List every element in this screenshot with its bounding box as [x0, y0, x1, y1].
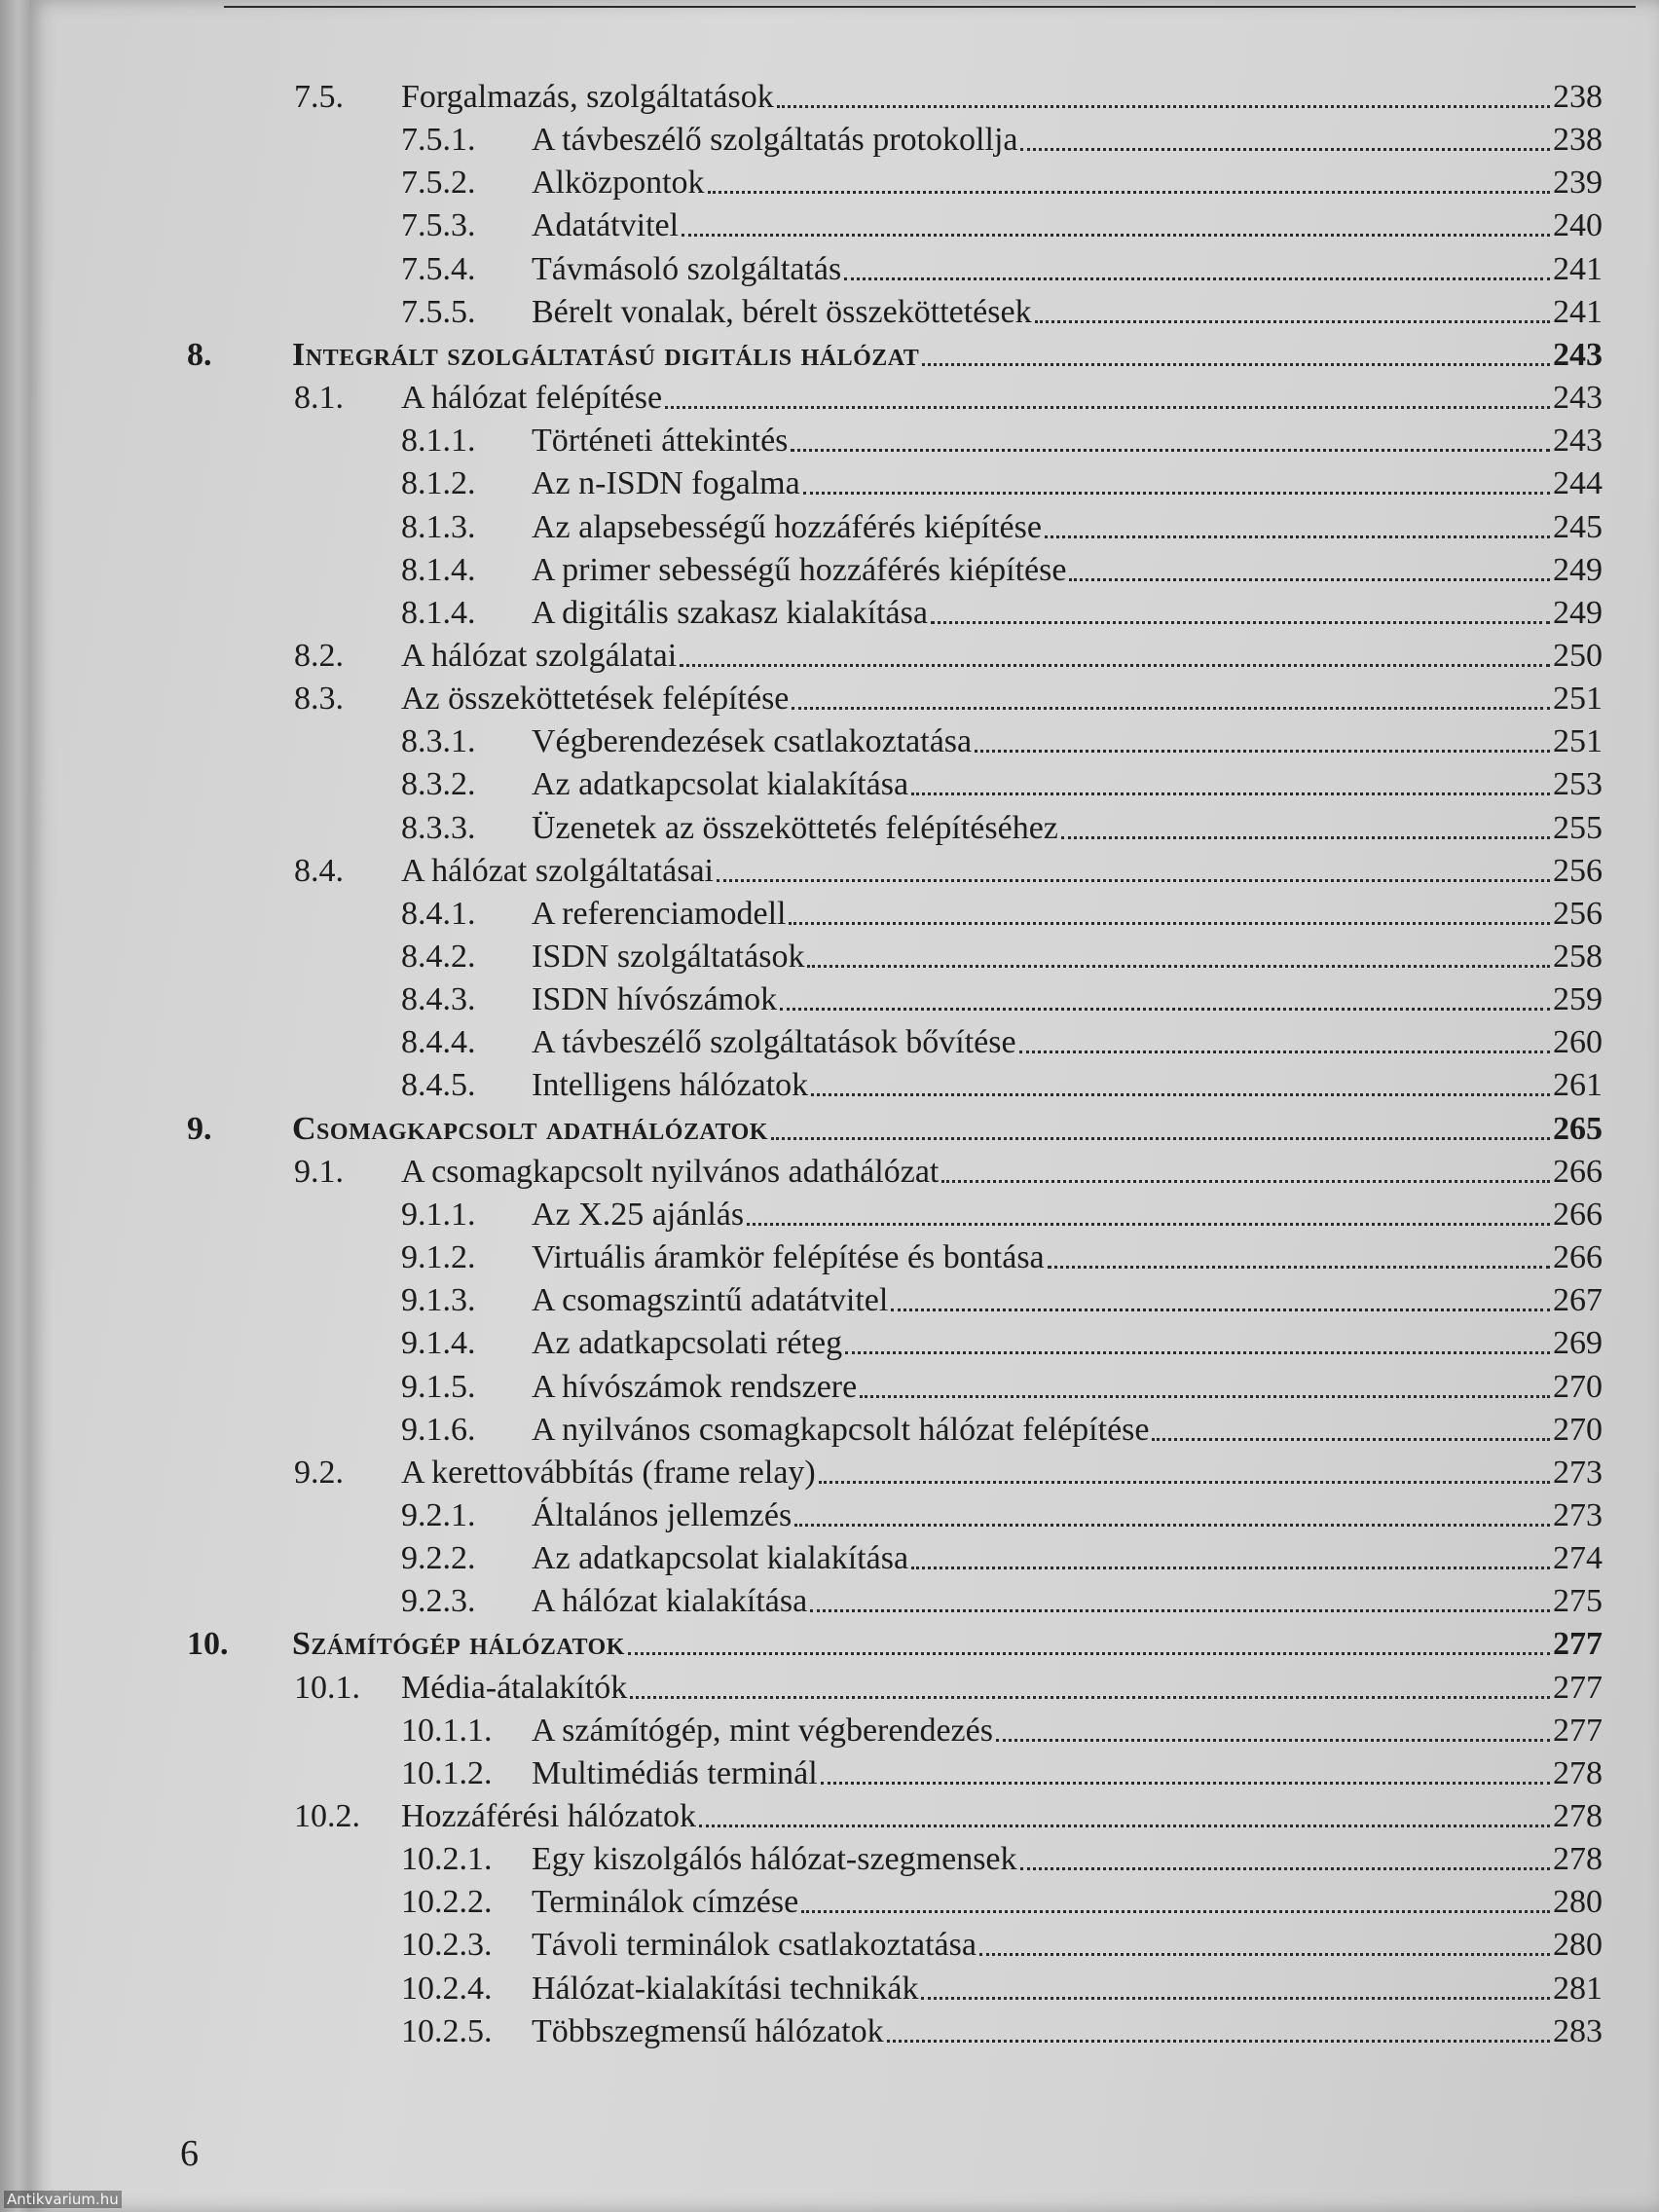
toc-entry-number: 10.1.1.	[401, 1712, 493, 1749]
toc-subsection	[0, 1710, 1659, 1752]
dot-leader	[780, 1007, 1550, 1011]
toc-entry-title: Hozzáférési hálózatok	[401, 1798, 696, 1834]
toc-entry-line	[532, 1580, 1603, 1623]
toc-entry-page: 251	[1553, 681, 1603, 718]
toc-entry-number: 9.1.5.	[401, 1368, 476, 1405]
toc-entry-number: 10.2.4.	[401, 1970, 493, 2007]
toc-subsection	[0, 936, 1659, 978]
toc-entry-number: 8.	[187, 336, 212, 373]
toc-entry-number: 9.2.1.	[401, 1496, 476, 1533]
toc-entry-page: 240	[1553, 207, 1603, 244]
toc-entry-line	[532, 592, 1603, 635]
toc-entry-page: 266	[1553, 1153, 1603, 1190]
toc-entry-line	[401, 678, 1603, 720]
toc-entry-page: 260	[1553, 1024, 1603, 1061]
toc-entry-line	[292, 1108, 1603, 1151]
dot-leader	[1020, 147, 1550, 151]
dot-leader	[665, 405, 1550, 409]
toc-entry-line	[401, 1151, 1603, 1194]
toc-entry-page: 277	[1553, 1626, 1603, 1663]
dot-leader	[699, 1824, 1550, 1827]
toc-entry-line	[532, 1021, 1603, 1064]
dot-leader	[996, 1738, 1550, 1742]
toc-entry-line	[292, 334, 1603, 377]
toc-entry-title: Az adatkapcsolat kialakítása	[532, 766, 909, 803]
toc-entry-number: 10.1.2.	[401, 1754, 493, 1791]
toc-entry-line	[401, 377, 1603, 420]
toc-entry-page: 250	[1553, 637, 1603, 674]
toc-entry-page: 239	[1553, 165, 1603, 202]
toc-entry-line	[532, 506, 1603, 549]
toc-entry-page: 280	[1553, 1884, 1603, 1921]
dot-leader	[794, 1523, 1550, 1527]
toc-entry-title: Virtuális áramkör felépítése és bontása	[532, 1239, 1045, 1276]
toc-entry-page: 253	[1553, 766, 1603, 803]
toc-subsection	[0, 119, 1659, 162]
dot-leader	[860, 1394, 1550, 1398]
toc-entry-page: 241	[1553, 293, 1603, 330]
toc-entry-title: Az adatkapcsolati réteg	[532, 1325, 843, 1362]
dot-leader	[791, 448, 1550, 452]
toc-entry-line	[532, 1881, 1603, 1924]
toc-entry-title: Forgalmazás, szolgáltatások	[401, 79, 774, 115]
toc-entry-line	[532, 807, 1603, 850]
dot-leader	[931, 620, 1550, 624]
toc-entry-title: Média-átalakítók	[401, 1669, 628, 1706]
toc-entry-page: 270	[1553, 1368, 1603, 1405]
toc-entry-line	[532, 1968, 1603, 2010]
toc-entry-title: A távbeszélő szolgáltatások bővítése	[532, 1024, 1016, 1061]
toc-entry-page: 275	[1553, 1583, 1603, 1620]
dot-leader	[708, 190, 1550, 194]
toc-entry-number: 8.1.3.	[401, 508, 476, 545]
toc-entry-title: A nyilvános csomagkapcsolt hálózat felépítése	[532, 1411, 1150, 1448]
toc-section	[0, 76, 1659, 119]
toc-entry-title: Történeti áttekintés	[532, 423, 789, 460]
toc-entry-title: A hívószámok rendszere	[532, 1368, 858, 1405]
toc-entry-title: A digitális szakasz kialakítása	[532, 594, 928, 631]
toc-entry-number: 8.1.2.	[401, 465, 476, 502]
toc-entry-page: 256	[1553, 895, 1603, 932]
toc-entry-title: A hálózat szolgáltatásai	[401, 852, 714, 889]
dot-leader	[911, 792, 1550, 795]
toc-subsection	[0, 1537, 1659, 1580]
toc-entry-line	[532, 204, 1603, 247]
dot-leader	[803, 491, 1550, 495]
toc-entry-line	[532, 1279, 1603, 1322]
toc-entry-line	[532, 119, 1603, 162]
toc-entry-page: 244	[1553, 465, 1603, 502]
toc-section	[0, 1452, 1659, 1494]
dot-leader	[975, 749, 1550, 753]
toc-entry-page: 258	[1553, 939, 1603, 975]
toc-entry-page: 267	[1553, 1282, 1603, 1319]
toc-entry-line	[401, 1452, 1603, 1494]
toc-entry-title: A referenciamodell	[532, 895, 787, 932]
toc-entry-page: 266	[1553, 1239, 1603, 1276]
dot-leader	[792, 706, 1550, 710]
toc-entry-title: Hálózat-kialakítási technikák	[532, 1970, 919, 2007]
toc-section	[0, 377, 1659, 420]
toc-entry-line	[532, 893, 1603, 936]
toc-entry-title: Az összeköttetések felépítése	[401, 681, 790, 718]
dot-leader	[887, 2039, 1550, 2043]
dot-leader	[771, 1136, 1550, 1140]
toc-entry-title: Az adatkapcsolat kialakítása	[532, 1540, 909, 1577]
toc-entry-number: 7.5.	[294, 79, 344, 115]
toc-entry-page: 243	[1553, 423, 1603, 460]
toc-entry-line	[532, 1494, 1603, 1537]
toc-entry-line	[532, 1752, 1603, 1795]
toc-entry-number: 8.4.	[294, 852, 344, 889]
toc-entry-page: 273	[1553, 1454, 1603, 1491]
toc-entry-line	[532, 936, 1603, 978]
toc-entry-page: 278	[1553, 1841, 1603, 1878]
toc-subsection	[0, 1236, 1659, 1279]
toc-entry-title: Távmásoló szolgáltatás	[532, 250, 842, 287]
toc-entry-page: 259	[1553, 981, 1603, 1018]
toc-entry-number: 10.2.2.	[401, 1884, 493, 1921]
dot-leader	[891, 1308, 1550, 1311]
toc-subsection	[0, 1322, 1659, 1365]
toc-entry-page: 241	[1553, 250, 1603, 287]
toc-subsection	[0, 1194, 1659, 1236]
toc-entry-number: 8.3.2.	[401, 766, 476, 803]
toc-entry-line	[401, 1795, 1603, 1838]
dot-leader	[1152, 1437, 1550, 1441]
toc-entry-number: 9.2.	[294, 1454, 344, 1491]
toc-entry-page: 270	[1553, 1411, 1603, 1448]
toc-subsection	[0, 204, 1659, 247]
toc-entry-page: 238	[1553, 79, 1603, 115]
toc-entry-number: 9.2.2.	[401, 1540, 476, 1577]
toc-entry-number: 10.2.	[294, 1798, 360, 1834]
dot-leader	[682, 233, 1550, 237]
toc-entry-number: 7.5.4.	[401, 250, 476, 287]
watermark: Antikvarium.hu	[4, 2191, 122, 2208]
toc-subsection	[0, 2010, 1659, 2053]
toc-entry-page: 277	[1553, 1669, 1603, 1706]
dot-leader	[807, 964, 1550, 968]
toc-entry-title: A kerettovábbítás (frame relay)	[401, 1454, 816, 1491]
dot-leader	[680, 663, 1550, 667]
toc-entry-page: 280	[1553, 1927, 1603, 1964]
toc-entry-line	[401, 850, 1603, 893]
toc-entry-line	[532, 1064, 1603, 1107]
toc-entry-page: 278	[1553, 1798, 1603, 1834]
toc-subsection	[0, 1494, 1659, 1537]
toc-entry-number: 7.5.2.	[401, 165, 476, 202]
toc-entry-title: Adatátvitel	[532, 207, 680, 244]
toc-entry-title: A hálózat kialakítása	[532, 1583, 808, 1620]
toc-entry-number: 10.1.	[294, 1669, 360, 1706]
toc-entry-number: 10.2.5.	[401, 2012, 493, 2049]
toc-entry-line	[532, 1924, 1603, 1967]
toc-subsection	[0, 1968, 1659, 2010]
toc-subsection	[0, 1881, 1659, 1924]
toc-entry-number: 7.5.5.	[401, 293, 476, 330]
toc-subsection	[0, 720, 1659, 763]
toc-entry-line	[532, 720, 1603, 763]
toc-entry-line	[532, 420, 1603, 462]
dot-leader	[1061, 835, 1550, 839]
toc-entry-page: 269	[1553, 1325, 1603, 1362]
toc-entry-line	[532, 1838, 1603, 1881]
toc-section	[0, 850, 1659, 893]
toc-entry-title: Alközpontok	[532, 165, 705, 202]
toc-entry-number: 8.1.4.	[401, 551, 476, 588]
toc-entry-number: 8.4.5.	[401, 1067, 476, 1104]
toc-entry-title: Általános jellemzés	[532, 1496, 793, 1533]
toc-section	[0, 1795, 1659, 1838]
toc-entry-line	[532, 1710, 1603, 1752]
toc-subsection	[0, 1064, 1659, 1107]
toc-entry-number: 8.4.3.	[401, 981, 476, 1018]
toc-entry-number: 8.1.1.	[401, 423, 476, 460]
toc-subsection	[0, 462, 1659, 505]
dot-leader	[1069, 577, 1550, 581]
toc-entry-title: Terminálok címzése	[532, 1884, 799, 1921]
toc-entry-title: Üzenetek az összeköttetés felépítéséhez	[532, 809, 1058, 846]
dot-leader	[630, 1695, 1550, 1699]
toc-entry-number: 9.1.1.	[401, 1196, 476, 1233]
dot-leader	[1045, 535, 1550, 538]
toc-entry-line	[532, 1194, 1603, 1236]
dot-leader	[979, 1952, 1550, 1956]
dot-leader	[628, 1651, 1550, 1655]
toc-entry-page: 243	[1553, 336, 1603, 373]
toc-section	[0, 1151, 1659, 1194]
toc-subsection	[0, 248, 1659, 291]
toc-entry-title: Többszegmensű hálózatok	[532, 2012, 884, 2049]
dot-leader	[819, 1480, 1550, 1484]
toc-section	[0, 635, 1659, 678]
toc-entry-title: A hálózat szolgálatai	[401, 637, 678, 674]
dot-leader	[911, 1566, 1550, 1569]
toc-entry-title: Az X.25 ajánlás	[532, 1196, 745, 1233]
toc-entry-line	[401, 76, 1603, 119]
toc-entry-number: 8.1.	[294, 380, 344, 417]
toc-entry-number: 8.4.2.	[401, 939, 476, 975]
toc-subsection	[0, 978, 1659, 1021]
toc-chapter	[0, 334, 1659, 377]
toc-entry-number: 7.5.3.	[401, 207, 476, 244]
toc-entry-title: Számítógép hálózatok	[292, 1626, 625, 1663]
toc-entry-page: 265	[1553, 1110, 1603, 1147]
dot-leader	[921, 1996, 1550, 2000]
toc-entry-page: 256	[1553, 852, 1603, 889]
toc-entry-line	[532, 462, 1603, 505]
toc-entry-page: 283	[1553, 2012, 1603, 2049]
toc-entry-line	[532, 248, 1603, 291]
toc-entry-number: 8.3.1.	[401, 723, 476, 760]
toc-entry-number: 8.4.1.	[401, 895, 476, 932]
toc-entry-number: 9.1.6.	[401, 1411, 476, 1448]
dot-leader	[747, 1222, 1550, 1226]
toc-section	[0, 1667, 1659, 1710]
toc-subsection	[0, 1924, 1659, 1967]
toc-entry-number: 9.1.	[294, 1153, 344, 1190]
toc-entry-title: Az alapsebességű hozzáférés kiépítése	[532, 508, 1042, 545]
toc-entry-number: 9.	[187, 1110, 212, 1147]
toc-entry-page: 249	[1553, 551, 1603, 588]
toc-entry-line	[532, 1236, 1603, 1279]
toc-section	[0, 678, 1659, 720]
toc-entry-number: 10.2.1.	[401, 1841, 493, 1878]
dot-leader	[941, 1179, 1550, 1183]
toc-entry-line	[532, 1322, 1603, 1365]
toc-entry-line	[532, 1537, 1603, 1580]
toc-subsection	[0, 592, 1659, 635]
toc-subsection	[0, 1580, 1659, 1623]
toc-entry-page: 249	[1553, 594, 1603, 631]
toc-entry-line	[532, 978, 1603, 1021]
toc-entry-number: 10.	[187, 1626, 229, 1663]
toc-entry-title: Távoli terminálok csatlakoztatása	[532, 1927, 977, 1964]
toc-entry-page: 238	[1553, 122, 1603, 159]
toc-entry-title: Egy kiszolgálós hálózat-szegmensek	[532, 1841, 1017, 1878]
toc-entry-number: 9.1.4.	[401, 1325, 476, 1362]
toc-entry-page: 245	[1553, 508, 1603, 545]
toc-subsection	[0, 1752, 1659, 1795]
toc-entry-page: 261	[1553, 1067, 1603, 1104]
toc-entry-title: Intelligens hálózatok	[532, 1067, 809, 1104]
toc-entry-page: 243	[1553, 380, 1603, 417]
dot-leader	[801, 1909, 1550, 1913]
dot-leader	[1019, 1050, 1550, 1053]
toc-entry-line	[532, 162, 1603, 204]
toc-entry-line	[292, 1623, 1603, 1666]
toc-entry-line	[532, 1366, 1603, 1409]
toc-entry-page: 255	[1553, 809, 1603, 846]
toc-entry-page: 251	[1553, 723, 1603, 760]
dot-leader	[811, 1092, 1550, 1096]
toc-subsection	[0, 1021, 1659, 1064]
toc-subsection	[0, 420, 1659, 462]
dot-leader	[1035, 319, 1550, 323]
toc-entry-page: 266	[1553, 1196, 1603, 1233]
toc-entry-page: 277	[1553, 1712, 1603, 1749]
dot-leader	[717, 878, 1550, 882]
toc-entry-page: 273	[1553, 1496, 1603, 1533]
toc-entry-line	[532, 1409, 1603, 1452]
toc-entry-title: Integrált szolgáltatású digitális hálózat	[292, 336, 920, 373]
toc-entry-title: A primer sebességű hozzáférés kiépítése	[532, 551, 1067, 588]
toc-entry-number: 8.3.3.	[401, 809, 476, 846]
toc-entry-title: Az n-ISDN fogalma	[532, 465, 800, 502]
toc-entry-page: 278	[1553, 1754, 1603, 1791]
toc-subsection	[0, 1279, 1659, 1322]
toc-entry-number: 8.1.4.	[401, 594, 476, 631]
toc-entry-page: 274	[1553, 1540, 1603, 1577]
toc-entry-title: Bérelt vonalak, bérelt összeköttetések	[532, 293, 1032, 330]
toc-subsection	[0, 506, 1659, 549]
dot-leader	[845, 1350, 1550, 1354]
dot-leader	[1048, 1265, 1550, 1269]
dot-leader	[922, 362, 1550, 366]
toc-entry-title: ISDN szolgáltatások	[532, 939, 805, 975]
toc-entry-number: 8.4.4.	[401, 1024, 476, 1061]
toc-entry-page: 281	[1553, 1970, 1603, 2007]
toc-chapter	[0, 1623, 1659, 1666]
dot-leader	[777, 104, 1550, 108]
toc-entry-title: A távbeszélő szolgáltatás protokollja	[532, 122, 1018, 159]
toc-subsection	[0, 763, 1659, 806]
toc-entry-line	[532, 763, 1603, 806]
toc-entry-title: ISDN hívószámok	[532, 981, 778, 1018]
toc-entry-number: 8.3.	[294, 681, 344, 718]
dot-leader	[789, 921, 1550, 925]
toc-subsection	[0, 291, 1659, 334]
toc-entry-number: 7.5.1.	[401, 122, 476, 159]
toc-entry-line	[401, 635, 1603, 678]
header-rule	[224, 6, 1636, 8]
toc-subsection	[0, 1366, 1659, 1409]
toc-entry-title: A csomagkapcsolt nyilvános adathálózat	[401, 1153, 940, 1190]
dot-leader	[821, 1781, 1550, 1785]
toc-chapter	[0, 1108, 1659, 1151]
toc-entry-line	[401, 1667, 1603, 1710]
toc-entry-number: 9.1.3.	[401, 1282, 476, 1319]
dot-leader	[844, 276, 1550, 280]
toc-entry-line	[532, 549, 1603, 592]
page-number: 6	[180, 2133, 199, 2174]
toc-entry-number: 9.1.2.	[401, 1239, 476, 1276]
toc-subsection	[0, 1838, 1659, 1881]
dot-leader	[810, 1608, 1550, 1612]
toc-entry-title: Végberendezések csatlakoztatása	[532, 723, 973, 760]
toc-entry-number: 9.2.3.	[401, 1583, 476, 1620]
toc-entry-number: 10.2.3.	[401, 1927, 493, 1964]
toc-entry-line	[532, 291, 1603, 334]
toc-subsection	[0, 1409, 1659, 1452]
toc-entry-title: Csomagkapcsolt adathálózatok	[292, 1110, 768, 1147]
dot-leader	[1020, 1866, 1550, 1870]
toc-subsection	[0, 807, 1659, 850]
toc-entry-title: A csomagszintű adatátvitel	[532, 1282, 889, 1319]
toc-entry-title: Multimédiás terminál	[532, 1754, 818, 1791]
toc-subsection	[0, 549, 1659, 592]
toc-entry-title: A hálózat felépítése	[401, 380, 663, 417]
toc-entry-number: 8.2.	[294, 637, 344, 674]
toc-subsection	[0, 162, 1659, 204]
toc-subsection	[0, 893, 1659, 936]
toc-entry-line	[532, 2010, 1603, 2053]
toc-entry-title: A számítógép, mint végberendezés	[532, 1712, 993, 1749]
